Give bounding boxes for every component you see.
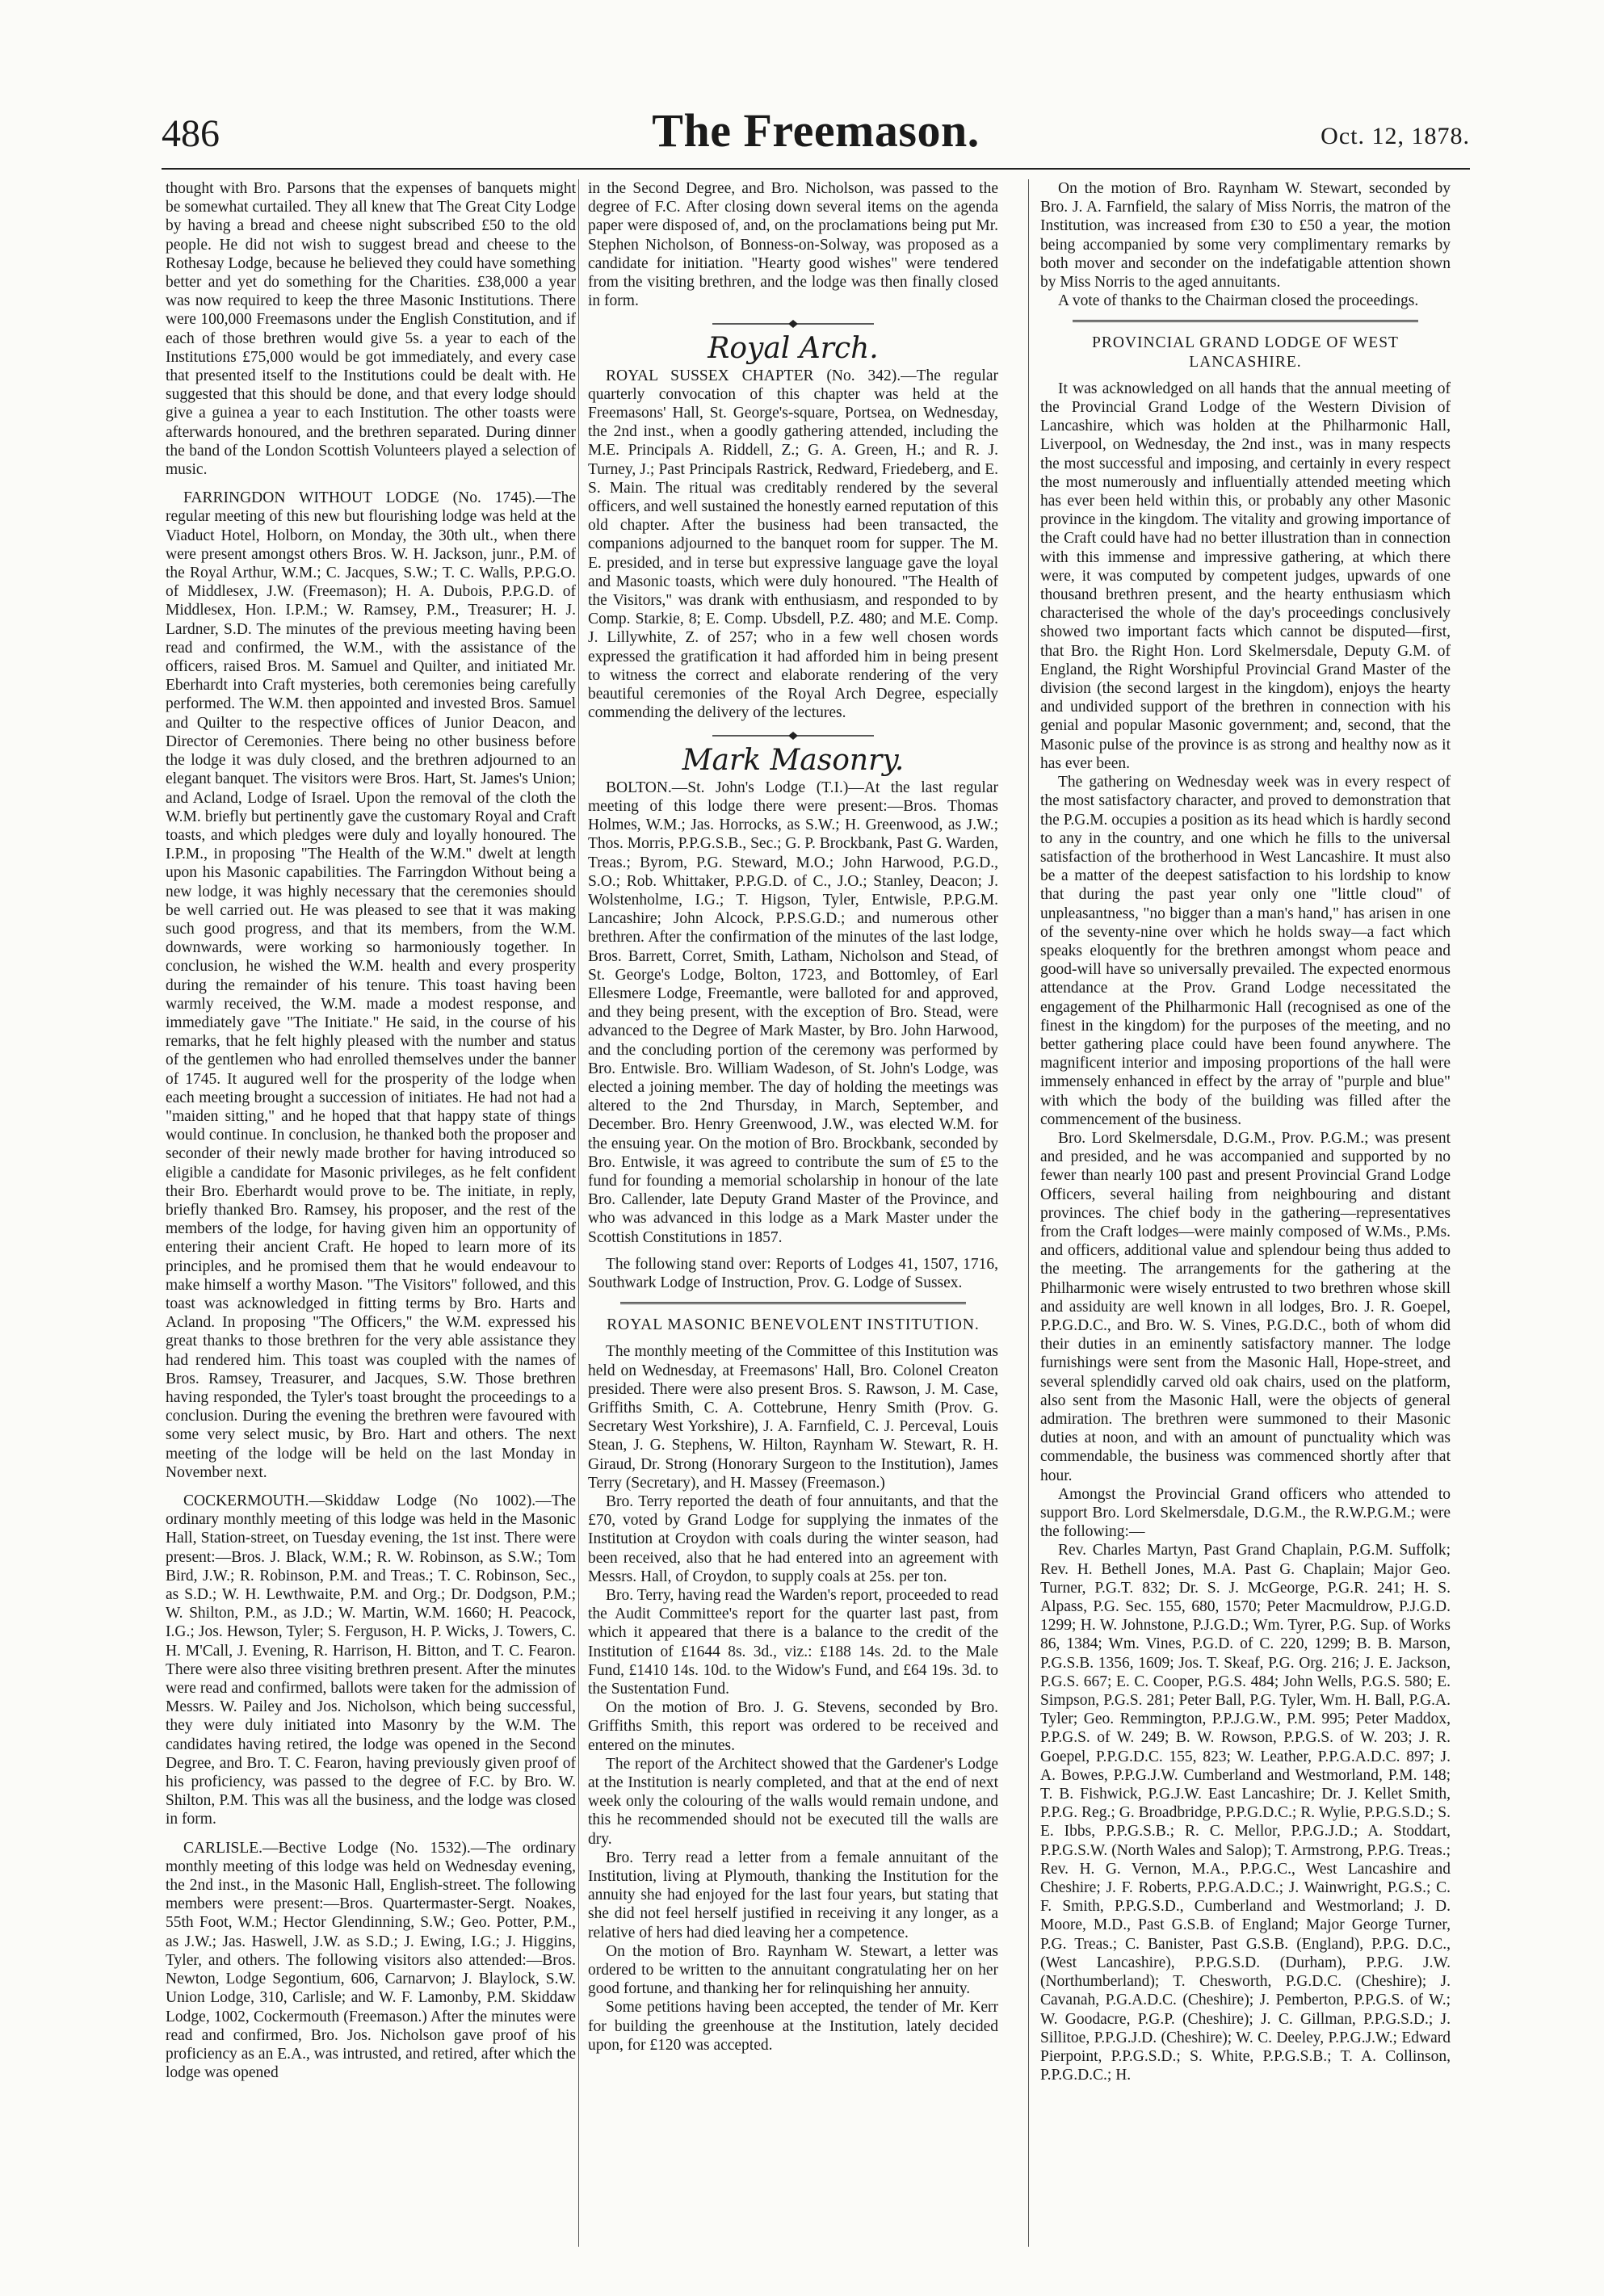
section-heading: PROVINCIAL GRAND LODGE OF WEST LANCASHIRE. [1092,334,1399,371]
column-divider [1028,179,1029,2247]
section-heading: ROYAL MASONIC BENEVOLENT INSTITUTION. [607,1316,980,1334]
column-2 [588,179,998,2055]
article-paragraph: Bro. Terry, having read the Warden's report, proceeded to read the Audit Committee's report for the quarter last past, from which it appeared that there is a balance to the credit of the Institution of £1644 8s. 3d., viz.: £188 14s. 2d. to the Male Fund, £1410 14s. 10d. to the Widow's Fund, and £64 19s. 3d. to the Sustentation Fund. [588,1587,998,1698]
section-heading: Mark Masonry. [682,744,905,778]
article-headline: BOLTON.—St. John's Lodge (T.I.) [606,779,849,796]
article-paragraph: Some petitions having been accepted, the tender of Mr. Kerr for building the greenhouse at the Institution, lately decided upon, for £120 was accepted. [588,1999,998,2054]
article-paragraph [588,779,998,1247]
masthead [162,103,1470,168]
section-heading: Royal Arch. [708,332,879,366]
column-divider [578,179,579,2247]
article-paragraph: A vote of thanks to the Chairman closed the proceedings. [1058,292,1419,310]
article-text: —The regular meeting of this new but flourishing lodge was held at the Viaduct Hotel, Holborn, on Monday, the 30th ult., when there were present amongst others Bros. W. H. Jackson, junr., P.M. of the Royal Arthur, W.M.; C. Jacques, S.W.; T. C. Walls, P.P.G.O. of Middlesex, J.W. (Freemason); H. A. Dubois, P.P.G.D. of Middlesex, Hon. I.P.M.; W. Ramsey, P.M., Treasurer; H. J. Lardner, S.D. The minutes of the previous meeting having been read and confirmed, the W.M., with the assistance of the officers, raised Bros. M. Samuel and Quilter, and initiated Mr. Eberhardt into Craft mysteries, both ceremonies being carefully performed. The W.M. then appointed and invested Bros. Samuel and Quilter to the respective offices of Junior Deacon, and Director of Ceremonies. There being no other business before the lodge it was duly closed, and the brethren adjourned to an elegant banquet. The visitors were Bros. Hart, St. James's Union; and Acland, Lodge of Israel. Upon the removal of the cloth the W.M. briefly but pertinently gave the customary Royal and Craft toasts, and which pledges were duly and loyally honoured. The I.P.M., in proposing "The Health of the W.M." dwelt at length upon his Masonic capabilities. The Farringdon Without being a new lodge, it was highly necessary that the ceremonies should be well carried out. He was pleased to see that it was making such good progress, and that its members, from the W.M. downwards, were working so harmoniously together. In conclusion, he wished the W.M. health and every prosperity during the remainder of his tenure. This toast having been warmly received, the W.M. made a modest response, and immediately gave "The Initiate." He said, in the course of his remarks, that he felt highly pleased with the number and status of the gentlemen who had enrolled themselves under the banner of 1745. It augured well for the prosperity of the lodge when each meeting brought a succession of initiates. He had not had a "maiden sitting," and he hoped that that happy state of things would continue. In conclusion, he thanked both the proposer and seconder of their newly made brother for having introduced so eligible a candidate for Masonic privileges, as he felt confident their Bro. Eberhardt would prove to be. The initiate, in reply, briefly thanked Bro. Ramsey, his proposer, and the rest of the members of the lodge, for having given him an opportunity of entering their ancient Craft. He hoped to learn more of its principles, and he promised them that he would endeavour to make himself a worthy Mason. "The Visitors" followed, and this toast was acknowledged in fitting terms by Bro. Harts and Acland. In proposing "The Officers," the W.M. expressed his great thanks to those brethren for the very able assistance they had rendered him. This toast was coupled with the names of Bros. Ramsey, Treasurer, and Jacques, S.W. Those brethren having responded, the Tyler's toast brought the proceedings to a conclusion. During the evening the brethren were favoured with some very select music, by Bro. Hart and others. The next meeting of the lodge will be held on the last Monday in November next. [166,489,576,1481]
article-text: —The ordinary monthly meeting of this lodge was held in the Masonic Hall, Station-street, on Tuesday evening, the 1st inst. There were present:—Bros. J. Black, W.M.; R. W. Robinson, as S.W.; Tom Bird, J.W.; R. Robinson, P.M. and Treas.; T. C. Robinson, Sec., as S.D.; W. H. Lewthwaite, P.M. and Org.; Dr. Dodgson, P.M.; W. Shilton, P.M., as J.D.; W. Martin, W.M. 1660; H. Peacock, I.G.; Jos. Hewson, Tyler; S. Ferguson, H. P. Wicks, J. Towers, C. H. M'Call, J. Evening, R. Harrison, H. Bitton, and T. C. Fearon. There were also three visiting brethren present. After the minutes were read and confirmed, ballots were taken for the admission of Messrs. W. Pailey and Jos. Nicholson, which being successful, they were duly initiated into Masonry by the W.M. The candidates having retired, the lodge was opened in the Second Degree, and Bro. T. C. Fearon, having previously given proof of his proficiency, was passed to the degree of F.C. by Bro. W. Shilton, P.M. This was all the business, and the lodge was closed in form. [166,1492,576,1828]
article-paragraph [166,1492,576,1829]
article-headline: COCKERMOUTH.—Skiddaw Lodge (No 1002). [183,1492,536,1510]
newspaper-title: The Freemason. [652,104,980,157]
article-paragraph [166,489,576,1482]
article-paragraph [166,1839,576,2083]
article-paragraph: Bro. Terry reported the death of four annuitants, and that the £70, voted by Grand Lodge for supplying the inmates of the Institution at Croydon with coals during the winter season, had been received, also that he had entered into an agreement with Messrs. Hall, of Croydon, to supply coals at 25s. per ton. [588,1493,998,1585]
column-3 [1040,179,1451,2084]
article-headline: FARRINGDON WITHOUT LODGE (No. 1745). [183,489,536,507]
article-paragraph: The following stand over: Reports of Lodges 41, 1507, 1716, Southwark Lodge of Instruction, Prov. G. Lodge of Sussex. [588,1255,998,1291]
article-text: —The regular quarterly convocation of this chapter was held at the Freemasons' Hall, St. George's-square, Portsea, on Wednesday, the 2nd inst., when a goodly gathering attended, including the M.E. Principals A. Riddell, Z.; G. A. Green, H.; and R. J. Turney, J.; Past Principals Rastrick, Redward, Friedeberg, and E. S. Main. The ritual was creditably rendered by the several officers, and well sustained the honestly earned reputation of this old chapter. After the business had been transacted, the companions adjourned to the banquet room for supper. The M. E. presided, and in terse but expressive language gave the loyal and Masonic toasts, which were duly honoured. "The Health of the Visitors," was drank with enthusiasm, and responded to by Comp. Starkie, 8; E. Comp. Ubsdell, P.Z. 480; and M.E. Comp. J. Lillywhite, Z. of 257; who in a few well chosen words expressed the gratification it had afforded him in being present to witness the correct and elaborate rendering of the very beautiful ceremonies of the Royal Arch Degree, especially commending the delivery of the lectures. [588,367,998,722]
issue-date: Oct. 12, 1878. [1321,123,1470,149]
article-paragraph: The gathering on Wednesday week was in every respect of the most satisfactory character, and proved to demonstration that the P.G.M. occupies a position as its head which is hardly second to any in the country, and one which he fills to the universal satisfaction of the brotherhood in West Lancashire. It must also be a matter of the deepest satisfaction to his lordship to know that during the past year only one "little cloud" of unpleasantness, "no bigger than a man's hand," has arisen in one of the seventy-nine over which he holds sway—a fact which speaks eloquently for the brethren amongst whom peace and good-will have so universally prevailed. The expected enormous attendance at the Prov. Grand Lodge necessitated the engagement of the Philharmonic Hall (recognised as one of the finest in the kingdom) for the purposes of the meeting, and no better gathering place could have been found anywhere. The magnificent interior and imposing proportions of the hall were immensely enhanced in effect by the array of "purple and blue" with which the body of the building was filled after the commencement of the business. [1040,774,1451,1128]
double-rule [1073,320,1418,322]
diamond-rule-icon [712,732,874,740]
article-paragraph: thought with Bro. Parsons that the expenses of banquets might be somewhat curtailed. They all knew that The Great City Lodge by having a bread and cheese night subscribed £50 to the old people. He did not wish to suggest bread and cheese to the Rothesay Lodge, because he believed they could have something better and yet do something for the Charities. £38,000 a year was now required to keep the three Masonic Institutions. There were 100,000 Freemasons under the English Constitution, and if each of those brethren would give 5s. a year to each of the Institutions £75,000 would be got immediately, and every case that presented itself to the Institutions could be dealt with. He suggested that this should be done, and that every lodge should give a guinea a year to each Institution. The other toasts were afterwards honoured, and the brethren separated. During dinner the band of the London Scottish Volunteers played a selection of music. [166,180,576,479]
article-paragraph: On the motion of Bro. Raynham W. Stewart, seconded by Bro. J. A. Farnfield, the salary of Miss Norris, the matron of the Institution, was increased from £30 to £50 a year, the motion being accompanied by some very complimentary remarks by both mover and seconder on the indefatigable attention shown by Miss Norris to the aged annuitants. [1040,180,1451,292]
article-text: —At the last regular meeting of this lodge there were present:—Bros. Thomas Holmes, W.M.; Jas. Horrocks, as S.W.; H. Greenwood, as J.W.; Thos. Morris, P.P.G.S.B., Sec.; G. P. Brockbank, Past G. Warden, Treas.; Byrom, P.G. Steward, M.O.; John Harwood, P.G.D., S.O.; Rob. Whittaker, P.P.G.D. of C., J.O.; Stanley, Deacon; J. Wolstenholme, I.G.; T. Higson, Tyler, Entwisle, P.P.G.M. Lancashire; John Alcock, P.P.S.G.D.; and numerous other brethren. After the confirmation of the minutes of the last lodge, Bros. Barrett, Corret, Smith, Latham, Nicholson and Stead, of St. George's Lodge, Bolton, 1723, and Bottomley, of Earl Ellesmere Lodge, Freemantle, were balloted for and approved, and they being present, with the exception of Bro. Stead, were advanced to the Degree of Mark Master, by Bro. John Harwood, and the concluding portion of the ceremony was performed by Bro. Entwisle. Bro. William Wadeson, of St. John's Lodge, was elected a joining member. The day of holding the meetings was altered to the 2nd Thursday, in March, September, and December. Bro. Henry Greenwood, J.W., was elected W.M. for the ensuing year. On the motion of Bro. Brockbank, seconded by Bro. Entwisle, it was agreed to contribute the sum of £5 to the fund for founding a memorial scholarship in honour of the late Bro. Callender, late Deputy Grand Master of the Province, and who was advanced in this lodge as a Mark Master under the Scottish Constitutions in 1857. [588,779,998,1246]
article-paragraph: Rev. Charles Martyn, Past Grand Chaplain, P.G.M. Suffolk; Rev. H. Bethell Jones, M.A. Past G. Chaplain; Major Geo. Turner, P.G.T. 832; Dr. S. J. McGeorge, P.G.R. 241; H. S. Alpass, P.G. Sec. 155, 680, 1570; Peter Macmuldrow, P.J.G.D. 1299; H. W. Johnstone, P.J.G.D.; Wm. Tyrer, P.G. Sup. of Works 86, 1384; Wm. Vines, P.G.D. of C. 220, 1299; B. B. Marson, P.G.S.B. 1356, 1609; Jos. T. Skeaf, P.G. Org. 216; J. E. Jackson, P.G.S. 667; E. C. Cooper, P.G.S. 484; John Wells, P.G.S. 580; E. Simpson, P.G.S. 281; Peter Ball, P.G. Tyler, Wm. H. Ball, P.G.A. Tyler; Geo. Remmington, P.P.J.G.W., P.M. 995; Peter Maddox, P.P.G.S. of W. 249; B. W. Rowson, P.P.G.S. of W. 203; J. R. Goepel, P.P.G.D.C. 155, 823; W. Leather, P.P.G.A.D.C. 897; J. A. Bowes, P.P.G.J.W. Cumberland and Westmorland, P.M. 148; T. B. Fishwick, P.G.J.W. East Lancashire; Dr. J. Kellet Smith, P.P.G. Reg.; G. Broadbridge, P.P.G.D.C.; R. Wylie, P.P.G.S.D.; S. E. Ibbs, P.P.G.S.B.; R. C. Mellor, P.P.G.J.D.; A. Stoddart, P.P.G.S.W. (North Wales and Salop); T. Armstrong, P.P.G. Treas.; Rev. H. G. Vernon, M.A., P.P.G.C., West Lancashire and Cheshire; J. F. Roberts, P.P.G.A.D.C.; J. Wainwright, P.G.S.; C. F. Smith, P.P.G.S.D., Cumberland and Westmorland; J. D. Moore, M.D., Past G.S.B. of England; Major George Turner, P.G. Treas.; C. Banister, Past G.S.B. (England), P.P.G. D.C., (West Lancashire), P.P.G.S.D. (Durham), P.P.G. J.W. (Northumberland); T. Chesworth, P.G.D.C. (Cheshire); J. Cavanah, P.G.A.D.C. (Cheshire); J. Pemberton, P.P.G.S. of W.; W. Goodacre, P.G.P. (Cheshire); J. C. Gillman, P.P.G.S.D.; J. Sillitoe, P.P.G.J.D. (Cheshire); W. C. Deeley, P.P.G.J.W.; Edward Pierpoint, P.P.G.S.D.; S. White, P.P.G.S.B.; T. A. Collinson, P.P.G.D.C.; H. [1040,1542,1451,2084]
article-text: —The ordinary monthly meeting of this lodge was held on Wednesday evening, the 2nd inst., in the Masonic Hall, English-street. The following members were present:—Bros. Quartermaster-Sergt. Noakes, 55th Foot, W.M.; Hector Glendinning, S.W.; Geo. Potter, P.M., as J.W.; Jas. Haswell, J.W. as S.D.; J. Ewing, I.G.; J. Higgins, Tyler, and others. The following visitors also attended:—Bros. Newton, Lodge Segontium, 606, Carnarvon; J. Blaylock, S.W. Union Lodge, 310, Carlisle; and W. F. Lamonby, P.M. Skiddaw Lodge, 1002, Cockermouth (Freemason.) After the minutes were read and confirmed, Bro. Jos. Nicholson gave proof of his proficiency as an E.A., was intrusted, and retired, after which the lodge was opened [166,1839,576,2082]
page-number: 486 [162,112,220,155]
column-1 [166,179,576,2082]
article-paragraph: in the Second Degree, and Bro. Nicholson, was passed to the degree of F.C. After closing down several items on the agenda paper were disposed of, and, on the proclamations being put Mr. Stephen Nicholson, of Bonness-on-Solway, was proposed as a candidate for initiation. "Hearty good wishes" were tendered from the visiting brethren, and the lodge was then finally closed in form. [588,180,998,310]
diamond-rule-icon [712,320,874,328]
article-paragraph [588,367,998,723]
article-paragraph: The monthly meeting of the Committee of this Institution was held on Wednesday, at Freemasons' Hall, Bro. Colonel Creaton presided. There were also present Bros. S. Rawson, J. M. Case, Griffiths Smith, C. A. Cottebrune, Henry Smith (Prov. G. Secretary West Yorkshire), J. A. Farnfield, C. J. Perceval, Louis Stean, J. G. Stephens, W. Hilton, Raynham W. Stewart, R. H. Giraud, Dr. Strong (Honorary Surgeon to the Institution), James Terry (Secretary), and H. Massey (Freemason.) [588,1343,998,1492]
ornament-divider [588,732,998,740]
article-paragraph: On the motion of Bro. J. G. Stevens, seconded by Bro. Griffiths Smith, this report was ordered to be received and entered on the minutes. [588,1699,998,1754]
article-paragraph: The report of the Architect showed that the Gardener's Lodge at the Institution is nearly completed, and that at the end of next week only the colouring of the walls would remain undone, and this he recommended should not be executed till the walls are dry. [588,1755,998,1848]
ornament-divider [588,320,998,328]
header-rule [162,168,1470,170]
article-paragraph: On the motion of Bro. Raynham W. Stewart, a letter was ordered to be written to the annuitant congratulating her on her good fortune, and thanking her for relinquishing her annuity. [588,1942,998,1998]
double-rule [620,1302,966,1304]
article-headline: ROYAL SUSSEX CHAPTER (No. 342). [606,367,901,384]
article-paragraph: Bro. Lord Skelmersdale, D.G.M., Prov. P.G.M.; was present and presided, and he was accompanied and supported by no fewer than nearly 100 past and present Provincial Grand Lodge Officers, several hailing from neighbouring and distant provinces. The chief body in the gathering—representatives from the Craft lodges—were mainly composed of W.Ms., P.Ms. and officers, additional value and splendour being thus added to the meeting. The arrangements for the gathering at the Philharmonic were wisely entrusted to two brethren whose skill and assiduity are well known in all lodges, Bro. J. R. Goepel, P.P.G.D.C., and Bro. W. S. Vines, P.G.D.C., both of whom did their duties in an eminently satisfactory manner. The lodge furnishings were sent from the Masonic Hall, Hope-street, and several splendidly carved old oak chairs, used on the platform, also sent from the Masonic Hall, were the objects of general admiration. The brethren were summoned to their Masonic duties at noon, and with an amount of punctuality which was commendable, the business was commenced shortly after that hour. [1040,1129,1451,1484]
article-paragraph: Bro. Terry read a letter from a female annuitant of the Institution, living at Plymouth, thanking the Institution for the annuity she had enjoyed for the last four years, but stating that she did not feel herself justified in receiving it any longer, as a relative of hers had died leaving her a competence. [588,1849,998,1941]
article-headline: CARLISLE.—Bective Lodge (No. 1532). [183,1839,471,1857]
article-paragraph: Amongst the Provincial Grand officers who attended to support Bro. Lord Skelmersdale, D.G.M., the R.W.P.G.M.; were the following:— [1040,1485,1451,1541]
article-paragraph: It was acknowledged on all hands that the annual meeting of the Provincial Grand Lodge of the Western Division of Lancashire, which was holden at the Philharmonic Hall, Liverpool, on Wednesday, the 2nd inst., was in many respects the most successful and imposing, and certainly in every respect the most numerously and influentially attended meeting which has ever been held within this, or probably any other Masonic province in the kingdom. The vitality and growing importance of the Craft could have had no better illustration than in connection with this immense and impressive gathering, at which there were, it was computed by competent judges, upwards of one thousand brethren present, and the hearty enthusiasm which characterised the whole of the day's proceedings conclusively showed two important facts which cannot be disputed—first, that Bro. the Right Hon. Lord Skelmersdale, Deputy G.M. of England, the Right Worshipful Provincial Grand Master of the division (the second largest in the kingdom), enjoys the hearty and undivided support of the brethren in connection with his genial and popular Masonic government; and, second, that the Masonic pulse of the province is as strong and healthy now as it has ever been. [1040,380,1451,772]
